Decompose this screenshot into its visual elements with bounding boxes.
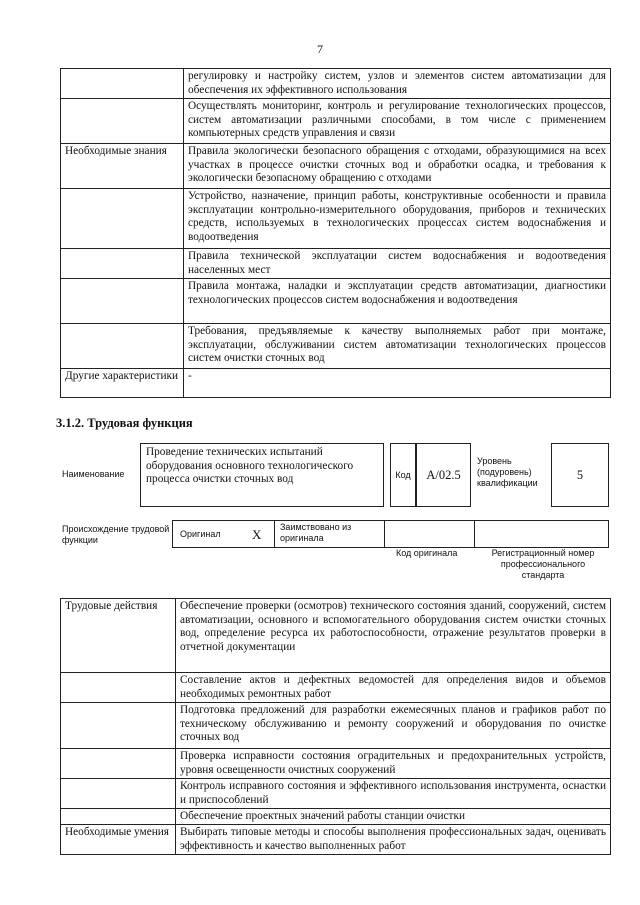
row-text: Правила технической эксплуатации систем водоснабжения и водоотведения населенных мест [184,249,611,279]
level-label: Уровень (подуровень) квалификации [477,456,538,488]
origin-box [172,520,609,548]
row-text: Проверка исправности состояния оградительных и предохранительных устройств, уровня освещенности очистных сооружений [176,749,611,779]
row-text: Требования, предъявляемые к качеству выполняемых работ при монтаже, эксплуатации, обслуживании систем автоматизации технологических процессов систем очистки сточных вод [184,324,611,369]
table-row [61,279,611,324]
row-label: Трудовые действия [61,599,176,673]
table-row [61,673,611,703]
row-text: Осуществлять мониторинг, контроль и регулирование технологических процессов, систем автоматизации различными способами, в том числе с применением компьютерных средств управления и связи [184,99,611,144]
level-value: 5 [551,443,609,507]
divider [384,520,385,548]
reg-number-caption: Регистрационный номер профессионального стандарта [491,548,595,580]
row-text: Подготовка предложений для разработки ежемесячных планов и графиков работ по техническому обслуживанию и ремонту сооружений и оборудования по очистке сточных вод [176,703,611,749]
requirements-table [60,68,611,398]
row-label [61,99,184,144]
row-label [61,673,176,703]
original-label: Оригинал [180,529,221,539]
table-row [61,369,611,398]
row-text: регулировку и настройку систем, узлов и элементов систем автоматизации для обеспечения их эффективного использования [184,69,611,99]
row-label [61,189,184,249]
row-text: Обеспечение проверки (осмотров) технического состояния зданий, сооружений, систем автоматизации, основного и вспомогательного оборудования систем очистки сточных вод, определение ресурса их работоспособности, отражение результатов проверки в отчетной документации [176,599,611,673]
row-text: Правила монтажа, наладки и эксплуатации средств автоматизации, диагностики технологических процессов систем водоснабжения и водоотведения [184,279,611,324]
function-code: A/02.5 [416,443,471,507]
row-label: Необходимые знания [61,144,184,189]
row-label: Необходимые умения [61,825,176,855]
row-text: Устройство, назначение, принцип работы, конструктивные особенности и правила эксплуатации контрольно-измерительного оборудования, приборов и технических средств, используемых в технологических процессах систем водоснабжения и водоотведения [184,189,611,249]
row-text: Обеспечение проектных значений работы станции очистки [176,809,611,825]
table-row [61,749,611,779]
row-label [61,249,184,279]
code-label: Код [390,443,416,507]
row-label [61,809,176,825]
row-label [61,324,184,369]
row-text: Правила экологически безопасного обращения с отходами, образующимися на всех участках в процессе очистки сточных вод и обработки осадка, и требования к экологически безопасному обращению с отходами [184,144,611,189]
actions-table [60,598,611,855]
table-row [61,809,611,825]
divider [474,520,475,548]
borrowed-label: Заимствовано из оригинала [280,522,352,543]
page-number: 7 [317,42,323,56]
table-row [61,69,611,99]
name-label: Наименование [62,469,125,479]
table-row [61,99,611,144]
row-label: Другие характеристики [61,369,184,398]
row-text: Выбирать типовые методы и способы выполнения профессиональных задач, оценивать эффективность и качество выполненных работ [176,825,611,855]
row-label [61,779,176,809]
row-text: Составление актов и дефектных ведомостей для определения видов и объемов необходимых ремонтных работ [176,673,611,703]
table-row [61,144,611,189]
table-row [61,189,611,249]
origin-label: Происхождение трудовой функции [62,524,170,545]
function-name: Проведение технических испытаний оборудования основного технологического процесса очистки сточных вод [140,443,384,507]
divider [274,520,275,548]
table-row [61,324,611,369]
table-row [61,703,611,749]
table-row [61,599,611,673]
table-row [61,249,611,279]
code-original-caption: Код оригинала [396,548,458,558]
table-row [61,779,611,809]
row-label [61,703,176,749]
original-mark: X [252,527,262,542]
row-label [61,279,184,324]
row-label [61,749,176,779]
row-label [61,69,184,99]
row-text: - [184,369,611,398]
section-title: 3.1.2. Трудовая функция [56,416,193,430]
row-text: Контроль исправного состояния и эффективного использования инструмента, оснастки и приспособлений [176,779,611,809]
table-row [61,825,611,855]
